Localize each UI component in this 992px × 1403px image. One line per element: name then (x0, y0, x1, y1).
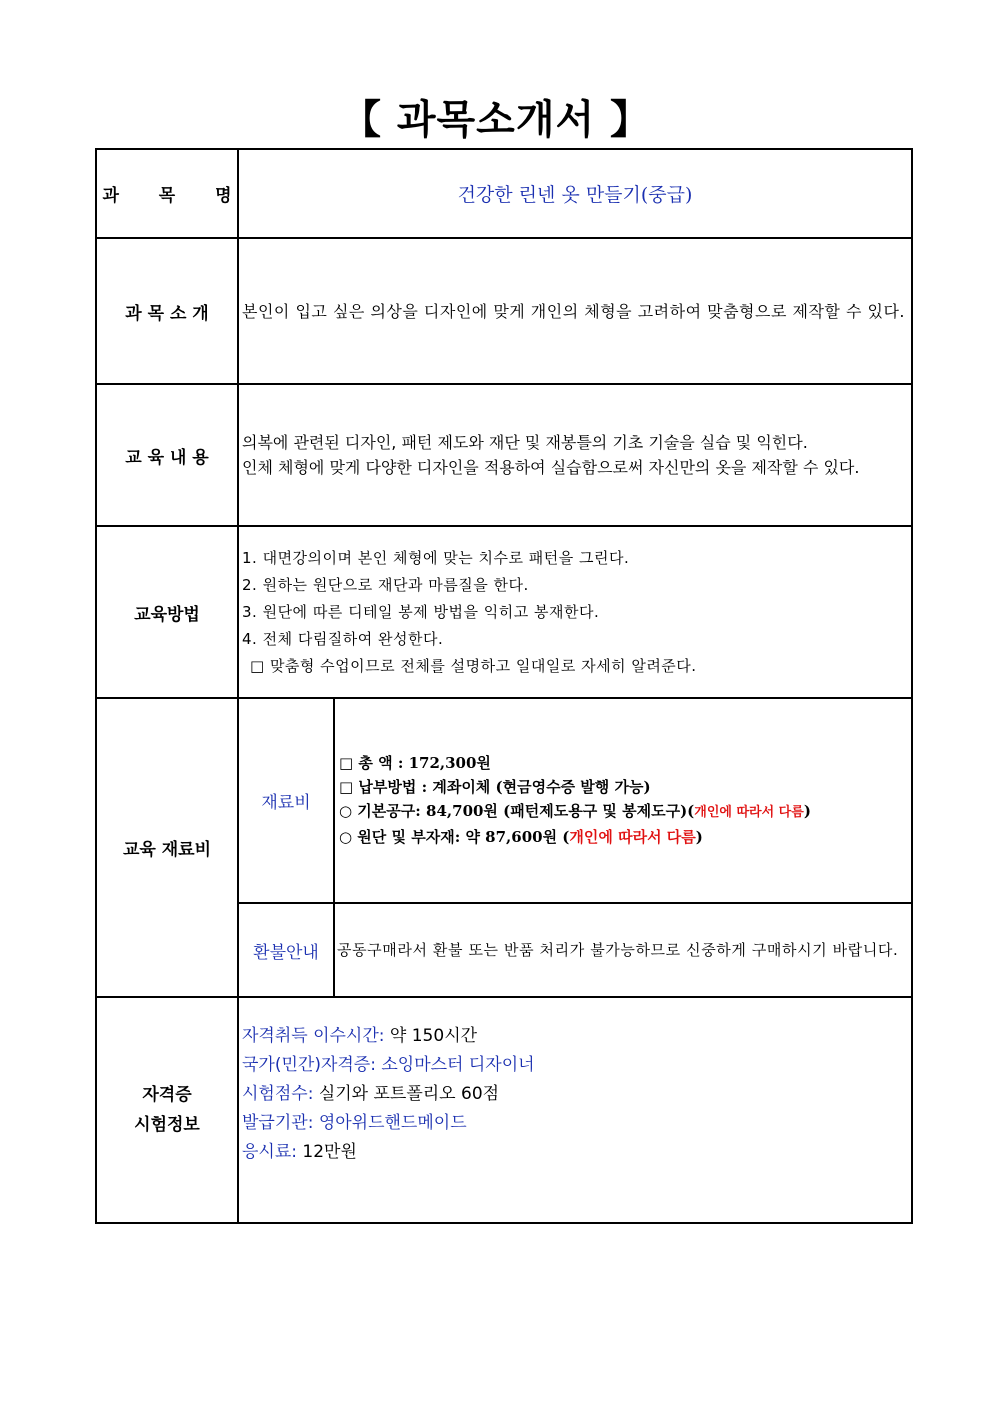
content-label-text: 교 육 내 용 (125, 447, 209, 468)
fee-total: □ 총 액 : 172,300원 (339, 754, 491, 772)
content-para-1: 의복에 관련된 디자인, 패턴 제도와 재단 및 재봉틀의 기초 기술을 실습 및 익힌다. (242, 433, 808, 452)
qualification-label-line2: 시험정보 (134, 1115, 200, 1135)
intro-label-text: 과 목 소 개 (125, 303, 209, 324)
row-material (96, 698, 912, 997)
qualification-key: 응시료: (242, 1142, 297, 1162)
qualification-line (239, 1109, 911, 1138)
intro-cell (238, 238, 912, 384)
method-label: 교육방법 (96, 526, 238, 698)
qualification-line (239, 1138, 911, 1167)
fee-basic-tools-note: 개인에 따라서 다름 (694, 805, 804, 820)
course-name-value: 건강한 린넨 옷 만들기(중급) (238, 149, 912, 238)
qualification-label-line1: 자격증 (142, 1085, 192, 1105)
course-name-label (96, 149, 238, 238)
qualification-value: 영아위드핸드메이드 (313, 1113, 467, 1133)
qualification-line (239, 1080, 911, 1109)
row-qualification (96, 997, 912, 1223)
refund-label: 환불안내 (239, 903, 334, 996)
material-label: 교육 재료비 (96, 698, 238, 997)
course-name-label-text: 과 목 명 (102, 186, 232, 206)
fee-label: 재료비 (239, 699, 334, 903)
method-item: 1. 대면강의이며 본인 체형에 맞는 치수로 패턴을 그린다. (242, 548, 630, 567)
method-note: □ 맞춤형 수업이므로 전체를 설명하고 일대일로 자세히 알려준다. (250, 656, 697, 675)
fee-fabric-note: 개인에 따라서 다름 (569, 828, 696, 846)
qualification-key: 자격취득 이수시간: (242, 1026, 385, 1046)
qualification-line (239, 1051, 911, 1080)
row-intro (96, 238, 912, 384)
course-info-table (95, 148, 913, 1224)
material-cell (238, 698, 912, 997)
method-item: 2. 원하는 원단으로 재단과 마름질을 한다. (242, 575, 529, 594)
intro-label (96, 238, 238, 384)
document-title: 【 과목소개서 】 (340, 96, 652, 143)
fee-basic-tools-close: ) (803, 802, 811, 820)
method-item: 3. 원단에 따른 디테일 봉제 방법을 익히고 봉재한다. (242, 602, 600, 621)
fee-basic-tools-text: ○ 기본공구: 84,700원 (패턴제도용구 및 봉제도구)( (339, 802, 695, 820)
content-cell (238, 384, 912, 526)
qualification-key: 국가(민간)자격증: (242, 1055, 376, 1075)
row-content (96, 384, 912, 526)
refund-text: 공동구매라서 환불 또는 반품 처리가 불가능하므로 신중하게 구매하시기 바랍니다. (337, 940, 899, 959)
qualification-value: 실기와 포트폴리오 60점 (313, 1084, 500, 1104)
fee-fabric (339, 825, 911, 849)
method-cell (238, 526, 912, 698)
refund-cell (334, 903, 911, 996)
fee-payment: □ 납부방법 : 계좌이체 (현금영수증 발행 가능) (339, 778, 651, 796)
fee-basic-tools (339, 799, 911, 825)
row-method (96, 526, 912, 698)
row-course-name (96, 149, 912, 238)
fee-fabric-text: ○ 원단 및 부자재: 약 87,600원 ( (339, 828, 570, 846)
material-inner-table (239, 699, 911, 996)
content-para-2: 인체 체형에 맞게 다양한 디자인을 적용하여 실습함으로써 자신만의 옷을 제작할 수 있다. (242, 458, 860, 477)
content-label (96, 384, 238, 526)
fee-fabric-close: ) (695, 828, 703, 846)
qualification-label (96, 997, 238, 1223)
qualification-value: 12만원 (297, 1142, 357, 1162)
fee-details (334, 699, 911, 903)
qualification-value: 약 150시간 (384, 1026, 478, 1046)
qualification-line (239, 1022, 911, 1051)
qualification-key: 발급기관: (242, 1113, 314, 1133)
intro-text: 본인이 입고 싶은 의상을 디자인에 맞게 개인의 체형을 고려하여 맞춤형으로 제작할 수 있다. (242, 301, 905, 321)
qualification-key: 시험점수: (242, 1084, 314, 1104)
method-item: 4. 전체 다림질하여 완성한다. (242, 629, 444, 648)
qualification-value: 소잉마스터 디자이너 (375, 1055, 535, 1075)
qualification-cell (238, 997, 912, 1223)
